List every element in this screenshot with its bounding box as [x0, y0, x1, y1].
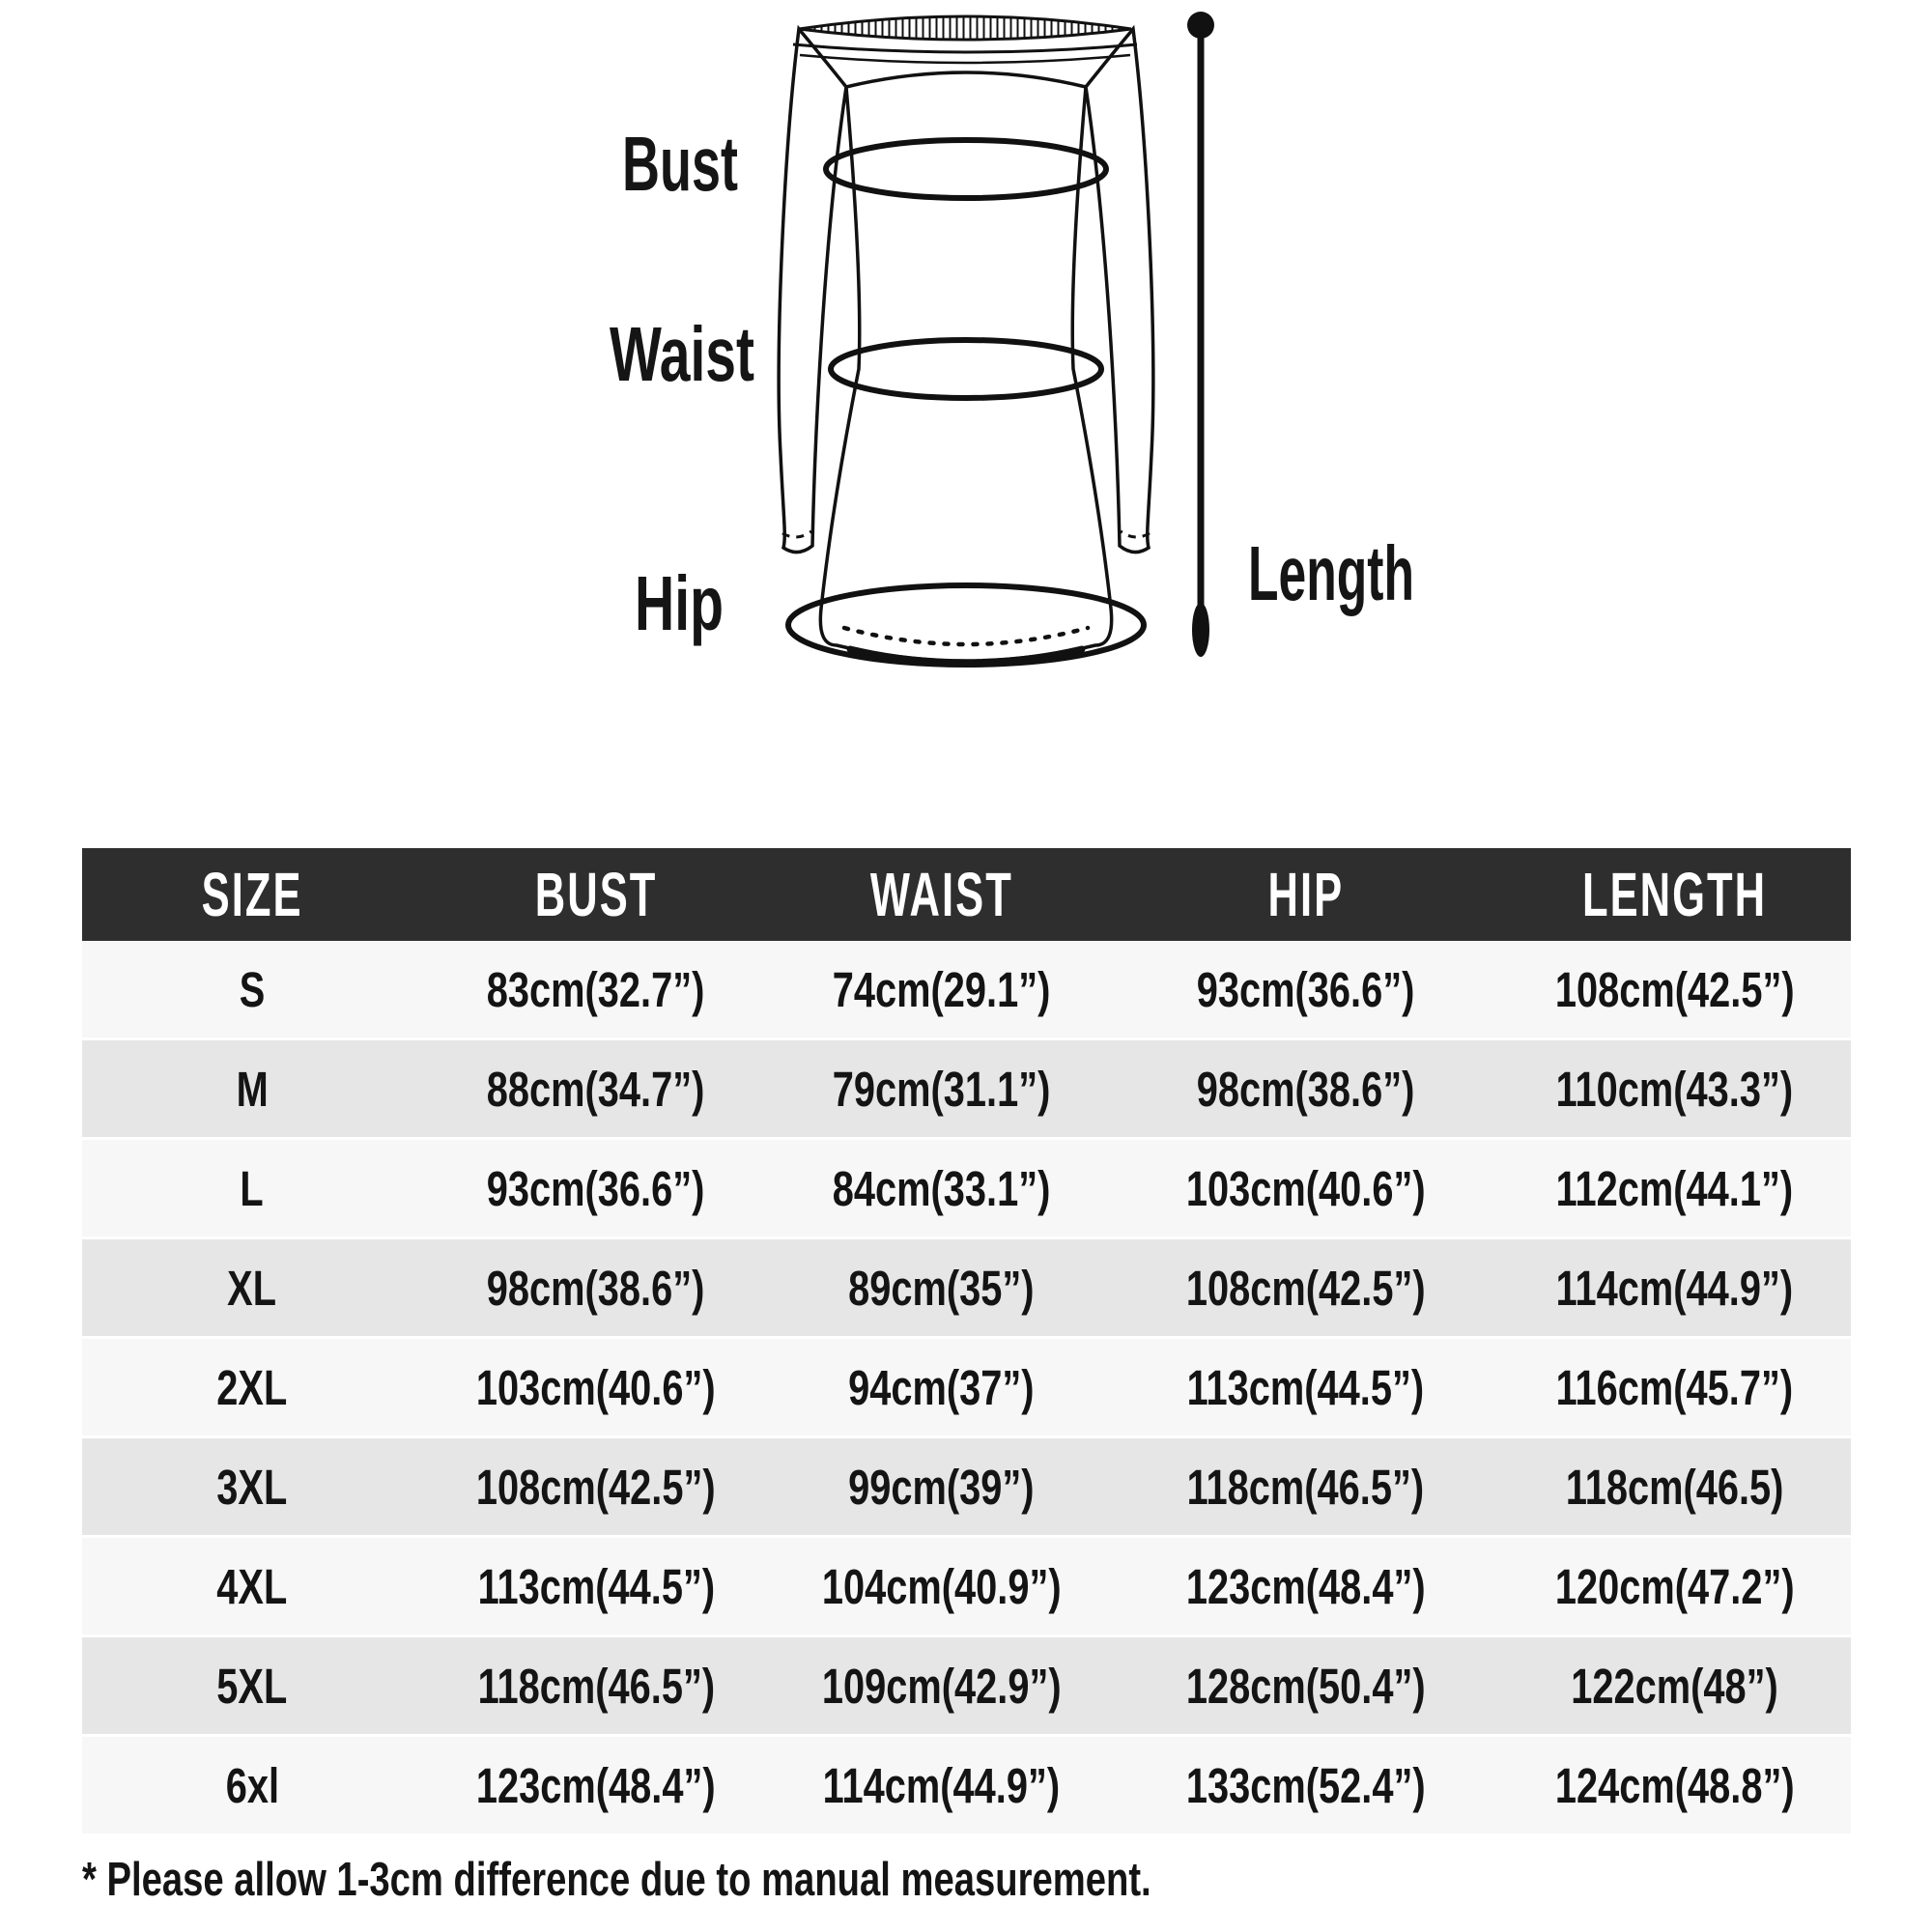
cell-size: 6xl — [225, 1757, 279, 1813]
cell-waist: 114cm(44.9”) — [822, 1757, 1061, 1813]
neckband-fold-line-upper — [793, 44, 1137, 52]
cell-hip: 118cm(46.5”) — [1186, 1459, 1425, 1515]
cell-waist: 99cm(39”) — [848, 1459, 1035, 1515]
measurement-note — [82, 1853, 1918, 1907]
table-row-m — [82, 1040, 1851, 1140]
cell-hip: 98cm(38.6”) — [1196, 1061, 1415, 1117]
cell-bust: 123cm(48.4”) — [476, 1757, 716, 1813]
table-row-4xl — [82, 1538, 1851, 1637]
cell-bust: 118cm(46.5”) — [477, 1658, 715, 1714]
table-row-xl — [82, 1239, 1851, 1339]
cell-size: XL — [227, 1260, 277, 1316]
table-row-s — [82, 941, 1851, 1040]
left-sleeve — [779, 29, 846, 553]
cell-bust: 83cm(32.7”) — [487, 961, 705, 1017]
cell-bust: 88cm(34.7”) — [487, 1061, 705, 1117]
table-header-row — [82, 848, 1851, 941]
table-row-5xl — [82, 1637, 1851, 1737]
cell-size: 4XL — [216, 1558, 288, 1614]
cell-size: M — [236, 1061, 269, 1117]
cell-bust: 93cm(36.6”) — [487, 1160, 705, 1216]
cell-hip: 123cm(48.4”) — [1185, 1558, 1426, 1614]
cell-waist: 79cm(31.1”) — [832, 1061, 1051, 1117]
cell-length: 122cm(48”) — [1571, 1658, 1778, 1714]
neckband-ribbed-collar — [799, 16, 1131, 40]
cell-hip: 93cm(36.6”) — [1196, 961, 1415, 1017]
dress-line-drawing — [0, 0, 1932, 773]
bust-label: Bust — [622, 121, 738, 207]
cell-waist: 84cm(33.1”) — [832, 1160, 1051, 1216]
table-row-3xl — [82, 1438, 1851, 1538]
dress-body-outline — [820, 72, 1111, 661]
measurement-note-text: * Please allow 1-3cm difference due to manual measurement. — [82, 1854, 1151, 1906]
header-cell-size: SIZE — [201, 860, 303, 929]
cell-size: 3XL — [216, 1459, 288, 1515]
hip-label: Hip — [635, 560, 724, 646]
cell-hip: 133cm(52.4”) — [1185, 1757, 1426, 1813]
neckband-fold-line-lower — [800, 55, 1130, 63]
cell-waist: 74cm(29.1”) — [832, 961, 1051, 1017]
cell-length: 108cm(42.5”) — [1554, 961, 1795, 1017]
cell-length: 116cm(45.7”) — [1555, 1359, 1794, 1415]
cell-length: 114cm(44.9”) — [1555, 1260, 1794, 1316]
cell-hip: 128cm(50.4”) — [1185, 1658, 1426, 1714]
right-sleeve — [1086, 29, 1153, 553]
cell-waist: 94cm(37”) — [848, 1359, 1035, 1415]
waist-label: Waist — [610, 311, 754, 397]
cell-bust: 98cm(38.6”) — [487, 1260, 705, 1316]
header-cell-bust: BUST — [534, 860, 658, 929]
cell-length: 118cm(46.5) — [1565, 1459, 1784, 1515]
length-label: Length — [1248, 530, 1414, 616]
cell-size: S — [239, 961, 266, 1017]
cell-bust: 103cm(40.6”) — [476, 1359, 716, 1415]
header-cell-hip: HIP — [1267, 860, 1344, 929]
cell-hip: 113cm(44.5”) — [1186, 1359, 1425, 1415]
cell-waist: 89cm(35”) — [848, 1260, 1035, 1316]
cell-size: L — [240, 1160, 265, 1216]
cell-length: 110cm(43.3”) — [1555, 1061, 1794, 1117]
cell-length: 112cm(44.1”) — [1555, 1160, 1794, 1216]
cell-size: 2XL — [216, 1359, 288, 1415]
length-line-top-dot — [1187, 12, 1214, 39]
table-row-2xl — [82, 1339, 1851, 1438]
cell-size: 5XL — [216, 1658, 288, 1714]
header-cell-waist: WAIST — [869, 860, 1013, 929]
cell-hip: 103cm(40.6”) — [1185, 1160, 1426, 1216]
dress-measurement-diagram — [0, 0, 1932, 773]
cell-hip: 108cm(42.5”) — [1185, 1260, 1426, 1316]
cell-length: 124cm(48.8”) — [1554, 1757, 1795, 1813]
header-cell-length: LENGTH — [1581, 860, 1768, 929]
cell-length: 120cm(47.2”) — [1554, 1558, 1795, 1614]
cell-waist: 104cm(40.9”) — [821, 1558, 1062, 1614]
cell-bust: 113cm(44.5”) — [477, 1558, 715, 1614]
size-chart-table — [82, 848, 1851, 1836]
table-row-6xl — [82, 1737, 1851, 1836]
length-line-bottom-dot — [1192, 603, 1209, 657]
cell-bust: 108cm(42.5”) — [476, 1459, 716, 1515]
table-row-l — [82, 1140, 1851, 1239]
cell-waist: 109cm(42.9”) — [821, 1658, 1062, 1714]
